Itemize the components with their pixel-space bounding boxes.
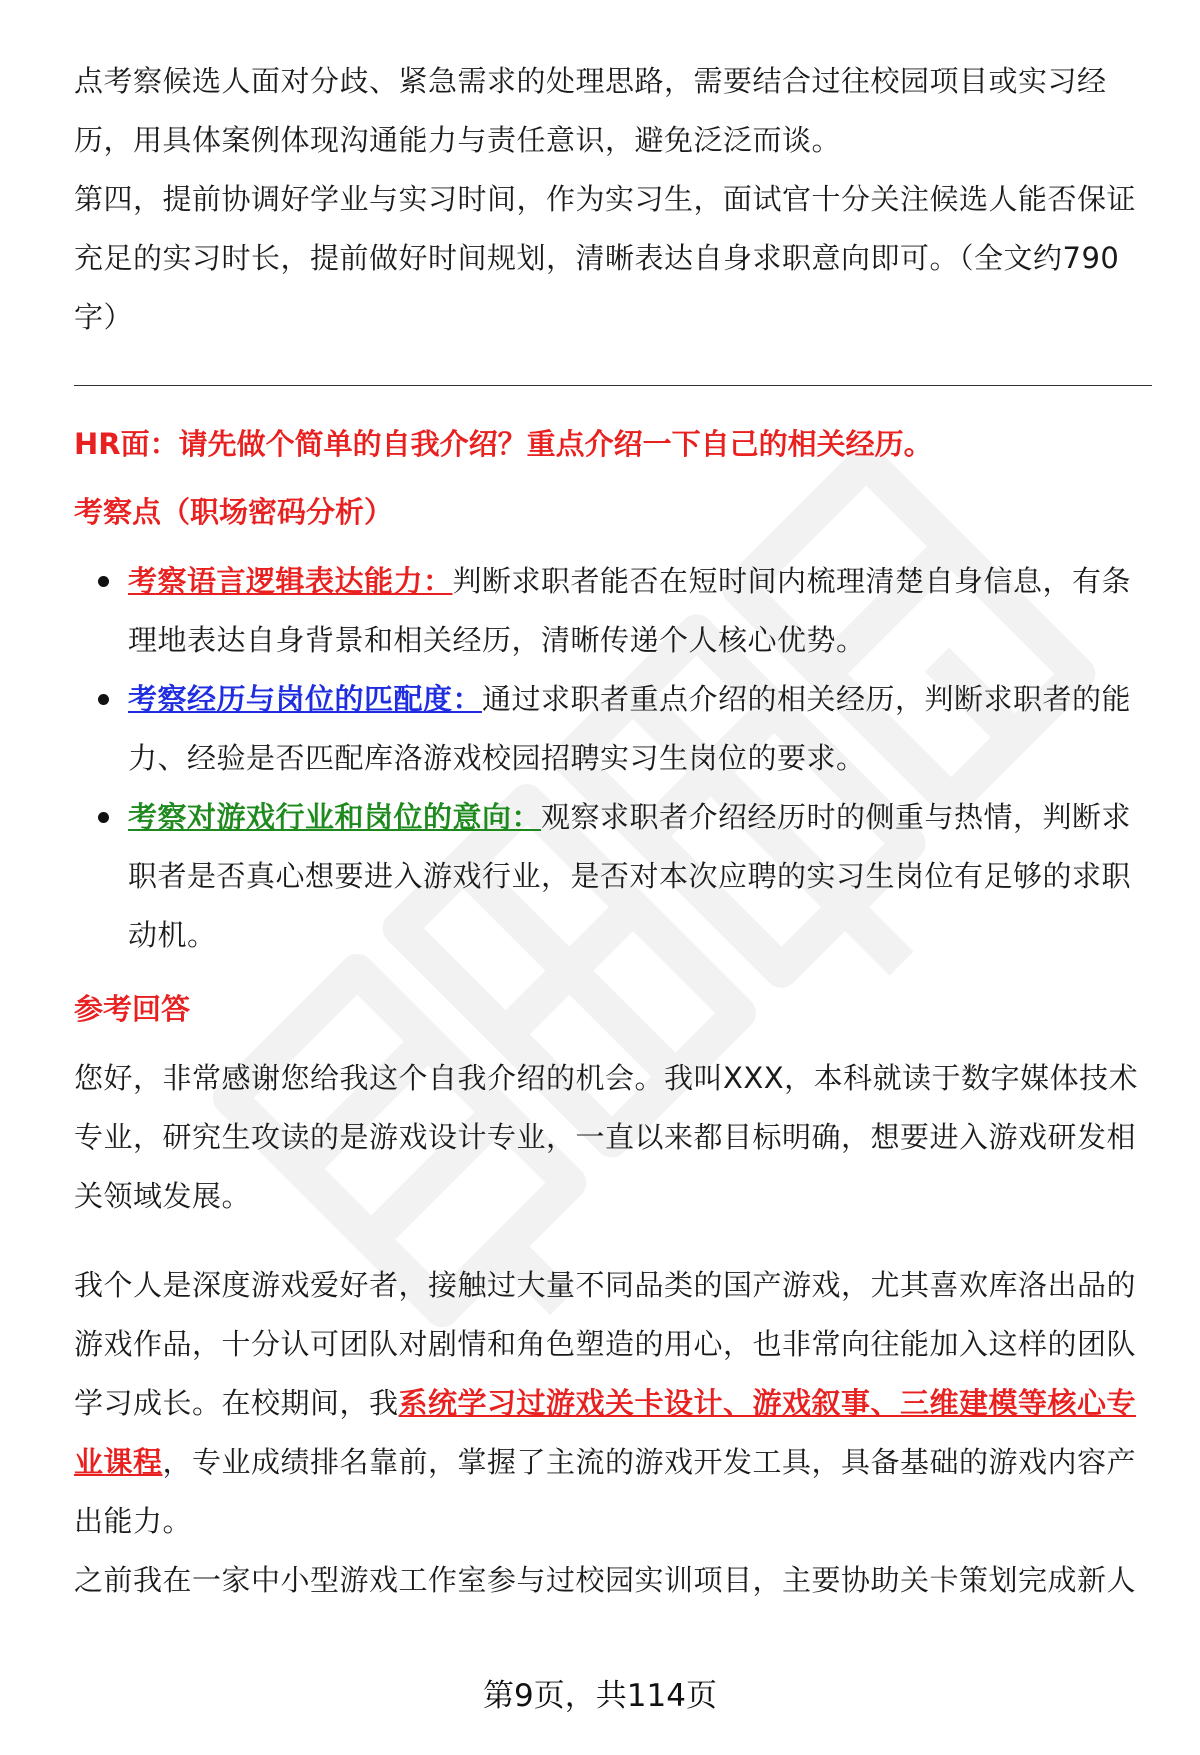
- bullet-icon: [98, 812, 109, 823]
- point-label-intention: 考察对游戏行业和岗位的意向：: [128, 800, 542, 834]
- list-item: [74, 670, 1152, 788]
- answer-paragraph-2-end: ，专业成绩排名靠前，掌握了主流的游戏开发工具，具备基础的游戏内容产出能力。: [74, 1445, 1137, 1538]
- point-text-match: 通过求职者重点介绍的相关经历，判断求职者的能力、经验是否匹配库洛游戏校园招聘实习生岗位的要求。: [128, 682, 1132, 775]
- assessment-points-list: [74, 552, 1152, 965]
- point-label-language: 考察语言逻辑表达能力：: [128, 564, 453, 598]
- list-item: [74, 552, 1152, 670]
- bullet-icon: [98, 694, 109, 705]
- point-label-match: 考察经历与岗位的匹配度：: [128, 682, 483, 716]
- points-title: 考察点（职场密码分析）: [74, 495, 394, 529]
- page-content: [74, 52, 1152, 1610]
- point-text-intention: 观察求职者介绍经历时的侧重与热情，判断求职者是否真心想要进入游戏行业，是否对本次应聘的实习生岗位有足够的求职动机。: [128, 800, 1132, 952]
- section-divider: [74, 385, 1152, 386]
- list-item: [74, 788, 1152, 965]
- answer-emphasis: 系统学习过游戏关卡设计、游戏叙事、三维建模等核心专业课程: [74, 1386, 1137, 1479]
- answer-paragraph-2: [74, 1256, 1152, 1551]
- question-title: HR面：请先做个简单的自我介绍？重点介绍一下自己的相关经历。: [74, 427, 933, 461]
- bullet-icon: [98, 576, 109, 587]
- page-number: 第9页，共114页: [483, 1678, 717, 1714]
- answer-title: 参考回答: [74, 992, 191, 1026]
- answer-paragraph-2-start: 我个人是深度游戏爱好者，接触过大量不同品类的国产游戏，尤其喜欢库洛出品的游戏作品，十分认可团队对剧情和角色塑造的用心，也非常向往能加入这样的团队学习成长。在校期间，我: [74, 1268, 1137, 1420]
- intro-paragraph-2: 第四，提前协调好学业与实习时间，作为实习生，面试官十分关注候选人能否保证充足的实习时长，提前做好时间规划，清晰表达自身求职意向即可。（全文约790字）: [74, 182, 1137, 334]
- intro-paragraph-1: 点考察候选人面对分歧、紧急需求的处理思路，需要结合过往校园项目或实习经历，用具体案例体现沟通能力与责任意识，避免泛泛而谈。: [74, 64, 1107, 157]
- point-text-language: 判断求职者能否在短时间内梳理清楚自身信息，有条理地表达自身背景和相关经历，清晰传递个人核心优势。: [128, 564, 1132, 657]
- answer-paragraph-3: 之前我在一家中小型游戏工作室参与过校园实训项目，主要协助关卡策划完成新人: [74, 1563, 1137, 1597]
- answer-paragraph-1: 您好，非常感谢您给我这个自我介绍的机会。我叫XXX，本科就读于数字媒体技术专业，研究生攻读的是游戏设计专业，一直以来都目标明确，想要进入游戏研发相关领域发展。: [74, 1061, 1139, 1213]
